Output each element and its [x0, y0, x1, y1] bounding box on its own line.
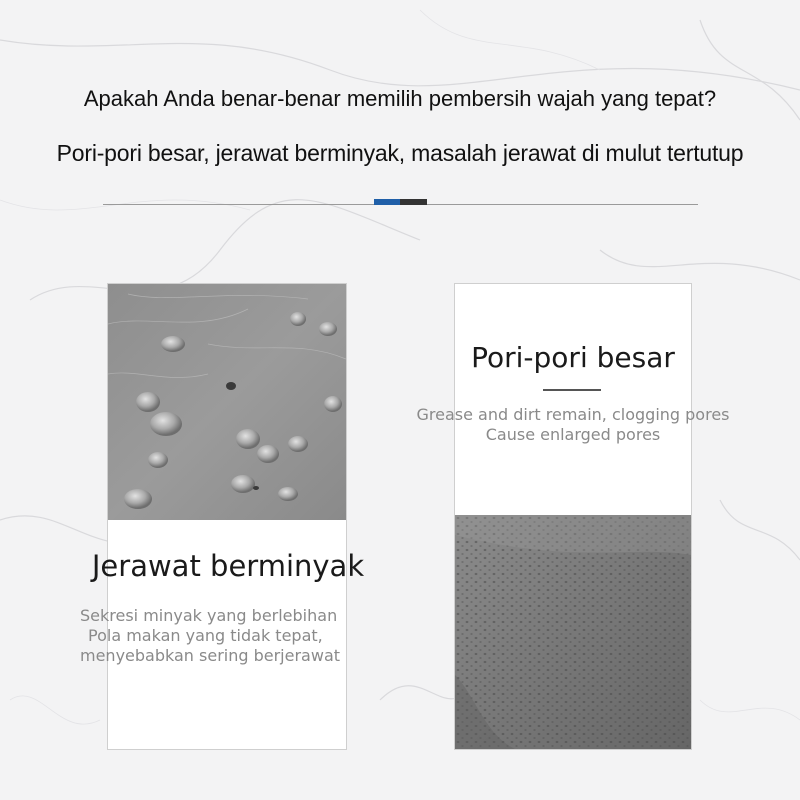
headline-problems: Pori-pori besar, jerawat berminyak, masalah jerawat di mulut tertutup: [56, 140, 744, 166]
desc-line: Sekresi minyak yang berlebihan: [80, 606, 338, 625]
enlarged-pores-photo: [455, 515, 691, 749]
card-enlarged-pores: [416, 283, 730, 750]
oily-acne-photo: [108, 284, 346, 520]
headline-question: Apakah Anda benar-benar memilih pembersih wajah yang tepat?: [83, 86, 717, 111]
desc-line: Pola makan yang tidak tepat,: [88, 626, 323, 645]
card-oily-acne: [80, 283, 365, 750]
desc-line: menyebabkan sering berjerawat: [80, 646, 341, 665]
desc-line: Grease and dirt remain, clogging pores: [416, 405, 730, 424]
card-desc-oily-acne: [80, 606, 380, 666]
desc-line: Cause enlarged pores: [485, 425, 661, 444]
divider-accent-blue: [374, 199, 400, 205]
divider-accent-dark: [400, 199, 427, 205]
title-underline: [543, 389, 601, 391]
card-desc-enlarged-pores: [393, 405, 753, 445]
card-title-enlarged-pores: Pori-pori besar: [471, 341, 675, 374]
card-title-oily-acne: Jerawat berminyak: [91, 549, 365, 583]
